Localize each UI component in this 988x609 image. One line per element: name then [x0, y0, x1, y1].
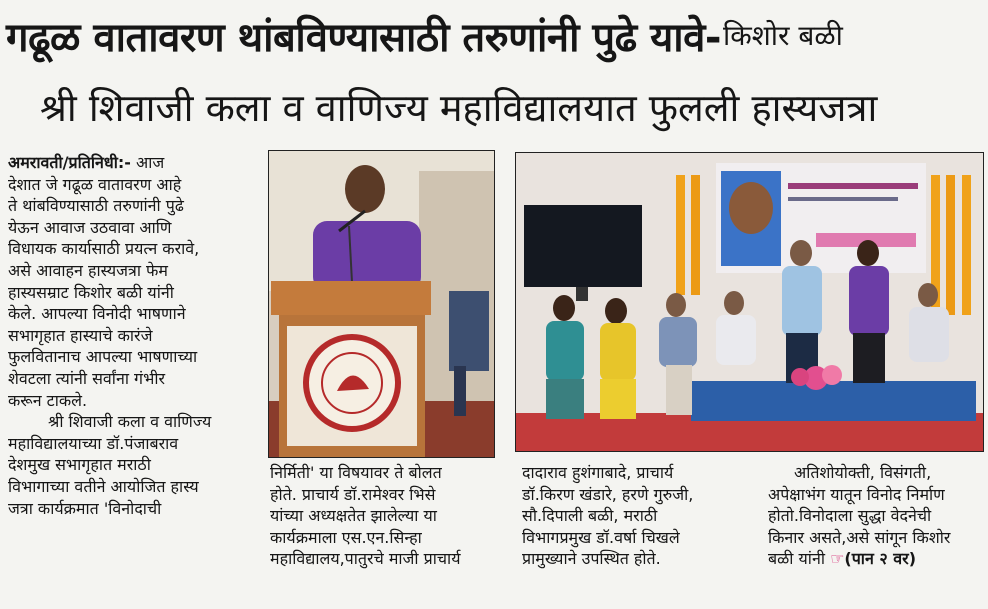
article-line: सौ.दिपाली बळी, मराठी [522, 506, 658, 526]
article-line: महाविद्यालयाच्या डॉ.पंजाबराव [8, 433, 179, 453]
continuation-note: (पान २ वर) [844, 549, 917, 569]
article-line: श्री शिवाजी कला व वाणिज्य [48, 412, 212, 432]
article-line: फुलवितानाच आपल्या भाषणाच्या [8, 347, 198, 367]
article-line: अतिशोयोक्ती, विसंगती, [794, 463, 932, 482]
article-line: किनार असते,असे सांगून किशोर [768, 527, 951, 547]
article-line: शेवटला त्यांनी सर्वांना गंभीर [8, 368, 166, 388]
speaker-at-podium-photo [268, 150, 495, 458]
article-line: देशात जे गढूळ वातावरण आहे [8, 174, 182, 194]
article-line: केले. आपल्या विनोदी भाषणाने [8, 304, 186, 324]
article-line: यांच्या अध्यक्षतेत झालेल्या या [270, 506, 437, 526]
article-line: विधायक कार्यासाठी प्रयत्न करावे, [8, 239, 200, 259]
article-line: जत्रा कार्यक्रमात 'विनोदाची [8, 498, 162, 518]
article-line: हास्यसम्राट किशोर बळी यांनी [8, 282, 174, 302]
article-line: प्रामुख्याने उपस्थित होते. [522, 549, 661, 569]
headline [6, 4, 984, 66]
headline-byline: किशोर बळी [722, 19, 843, 52]
stage-photo-illustration [516, 153, 983, 451]
article-line [768, 548, 982, 570]
headline-main: गढूळ वातावरण थांबविण्यासाठी तरुणांनी पुढे यावे- [6, 14, 721, 61]
article-line: देशमुख सभागृहात मराठी [8, 455, 151, 475]
article-column-3 [522, 462, 756, 570]
article-line: करून टाकले. [8, 390, 88, 410]
article-line: येऊन आवाज उठवावा आणि [8, 217, 172, 237]
article-line: विभागाच्या वतीने आयोजित हास्य [8, 476, 199, 496]
article-line: दादाराव हुशंगाबादे, प्राचार्य [522, 463, 674, 482]
speaker-photo-illustration [269, 151, 494, 457]
article-line: कार्यक्रमाला एस.एन.सिन्हा [270, 527, 422, 547]
article-line: होतो.विनोदाला सुद्धा वेदनेची [768, 506, 932, 526]
subheadline: श्री शिवाजी कला व वाणिज्य महाविद्यालयात फुलली हास्यजत्रा [40, 86, 878, 130]
dateline: अमरावती/प्रतिनिधी:- [8, 153, 131, 172]
article-column-4 [768, 462, 982, 570]
article-line: अपेक्षाभंग यातून विनोद निर्माण [768, 484, 945, 504]
article-column-2 [270, 462, 502, 570]
article-line [8, 152, 258, 174]
article-line: महाविद्यालय,पातुरचे माजी प्राचार्य [270, 549, 461, 569]
article-line: सभागृहात हास्याचे कारंजे [8, 325, 153, 345]
article-column-1 [8, 152, 258, 519]
article-line: निर्मिती' या विषयावर ते बोलत [270, 463, 442, 482]
pointing-hand-icon: ☞ [830, 549, 845, 569]
article-line: असे आवाहन हास्यजत्रा फेम [8, 260, 168, 280]
article-line: डॉ.किरण खंडारे, हरणे गुरुजी, [522, 484, 694, 504]
article-line-text: आज [130, 153, 165, 172]
article-line: विभागप्रमुख डॉ.वर्षा चिखले [522, 527, 680, 547]
article-line-text: बळी यांनी [768, 549, 831, 569]
article-line: ते थांबविण्यासाठी तरुणांनी पुढे [8, 196, 184, 216]
article-line: होते. प्राचार्य डॉ.रामेश्वर भिसे [270, 484, 436, 504]
felicitation-on-stage-photo [515, 152, 984, 452]
